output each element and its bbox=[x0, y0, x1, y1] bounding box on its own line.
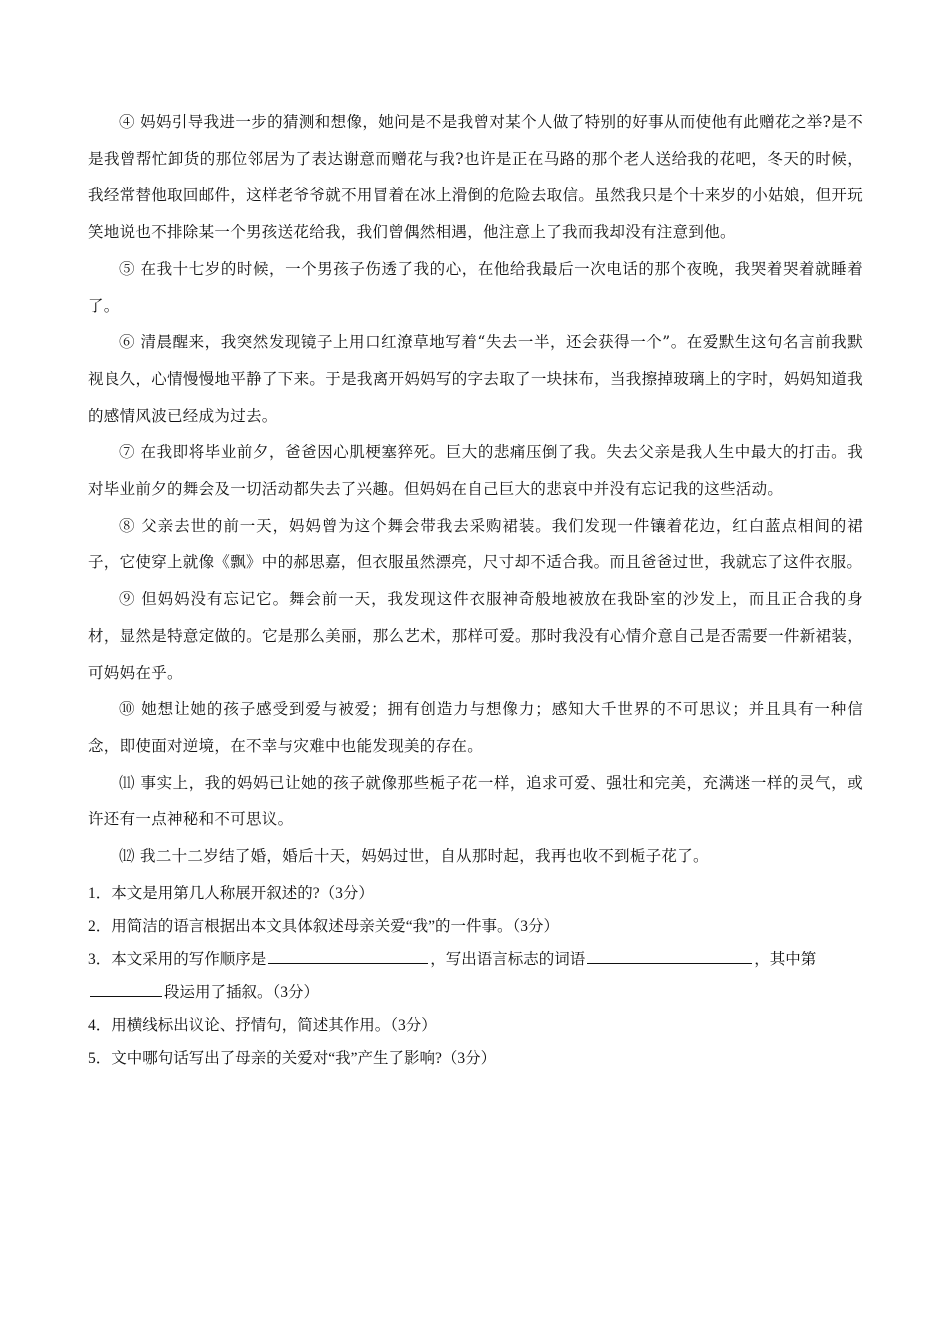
question-3-text-d: 段运用了插叙。（3分） bbox=[164, 983, 320, 1001]
question-4: 4．用横线标出议论、抒情句，简述其作用。（3分） bbox=[88, 1016, 437, 1034]
answer-blank-words[interactable] bbox=[587, 945, 752, 964]
question-1: 1．本文是用第几人称展开叙述的?（3分） bbox=[88, 884, 374, 902]
question-5: 5．文中哪句话写出了母亲的关爱对“我”产生了影响?（3分） bbox=[88, 1049, 497, 1067]
question-3-text-a: 3．本文采用的写作顺序是 bbox=[88, 950, 267, 968]
paragraph-6: ⑥ 清晨醒来，我突然发现镜子上用口红潦草地写着“失去一半，还会获得一个”。在爱默生这句名言前我默视良久，心情慢慢地平静了下来。于是我离开妈妈写的字去取了一块抹布，当我擦掉玻璃上的字时，妈妈知道我的感情风波已经成为过去。 bbox=[88, 333, 863, 425]
paragraph-8: ⑧ 父亲去世的前一天，妈妈曾为这个舞会带我去采购裙装。我们发现一件镶着花边，红白蓝点相间的裙子，它使穿上就像《飘》中的郝思嘉，但衣服虽然漂亮，尺寸却不适合我。而且爸爸过世，我就忘了这件衣服。 bbox=[88, 516, 863, 572]
paragraph-10: ⑩ 她想让她的孩子感受到爱与被爱；拥有创造力与想像力；感知大千世界的不可思议；并且具有一种信念，即使面对逆境，在不幸与灾难中也能发现美的存在。 bbox=[88, 700, 863, 755]
answer-blank-order[interactable] bbox=[268, 945, 428, 964]
question-3 bbox=[88, 943, 863, 1009]
question-3-text-b: ，写出语言标志的词语 bbox=[430, 950, 586, 968]
question-list bbox=[88, 877, 863, 1075]
document-page bbox=[88, 104, 863, 1075]
paragraph-12: ⑿ 我二十二岁结了婚，婚后十天，妈妈过世，自从那时起，我再也收不到栀子花了。 bbox=[119, 847, 709, 866]
question-3-text-c: ，其中第 bbox=[754, 950, 817, 968]
paragraph-7: ⑦ 在我即将毕业前夕，爸爸因心肌梗塞猝死。巨大的悲痛压倒了我。失去父亲是我人生中最大的打击。我对毕业前夕的舞会及一切活动都失去了兴趣。但妈妈在自己巨大的悲哀中并没有忘记我的这些活动。 bbox=[88, 443, 863, 499]
answer-blank-paragraph[interactable] bbox=[90, 978, 162, 997]
paragraph-4: ④ 妈妈引导我进一步的猜测和想像，她问是不是我曾对某个人做了特别的好事从而使他有此赠花之举?是不是我曾帮忙卸货的那位邻居为了表达谢意而赠花与我?也许是正在马路的那个老人送给我的花吧，冬天的时候，我经常替他取回邮件，这样老爷爷就不用冒着在冰上滑倒的危险去取信。虽然我只是个十来岁的小姑娘，但开玩笑地说也不排除某一个男孩送花给我，我们曾偶然相遇，他注意上了我而我却没有注意到他。 bbox=[88, 113, 863, 242]
paragraph-5: ⑤ 在我十七岁的时候，一个男孩子伤透了我的心，在他给我最后一次电话的那个夜晚，我哭着哭着就睡着了。 bbox=[88, 259, 863, 315]
reading-passage bbox=[88, 104, 863, 875]
question-2: 2．用简洁的语言根据出本文具体叙述母亲关爱“我”的一件事。（3分） bbox=[88, 917, 560, 935]
paragraph-11: ⑾ 事实上，我的妈妈已让她的孩子就像那些栀子花一样，追求可爱、强壮和完美，充满迷一样的灵气，或许还有一点神秘和不可思议。 bbox=[88, 773, 863, 829]
paragraph-9: ⑨ 但妈妈没有忘记它。舞会前一天，我发现这件衣服神奇般地被放在我卧室的沙发上，而且正合我的身材，显然是特意定做的。它是那么美丽，那么艺术，那样可爱。那时我没有心情介意自己是否需要一件新裙装，可妈妈在乎。 bbox=[88, 590, 863, 682]
